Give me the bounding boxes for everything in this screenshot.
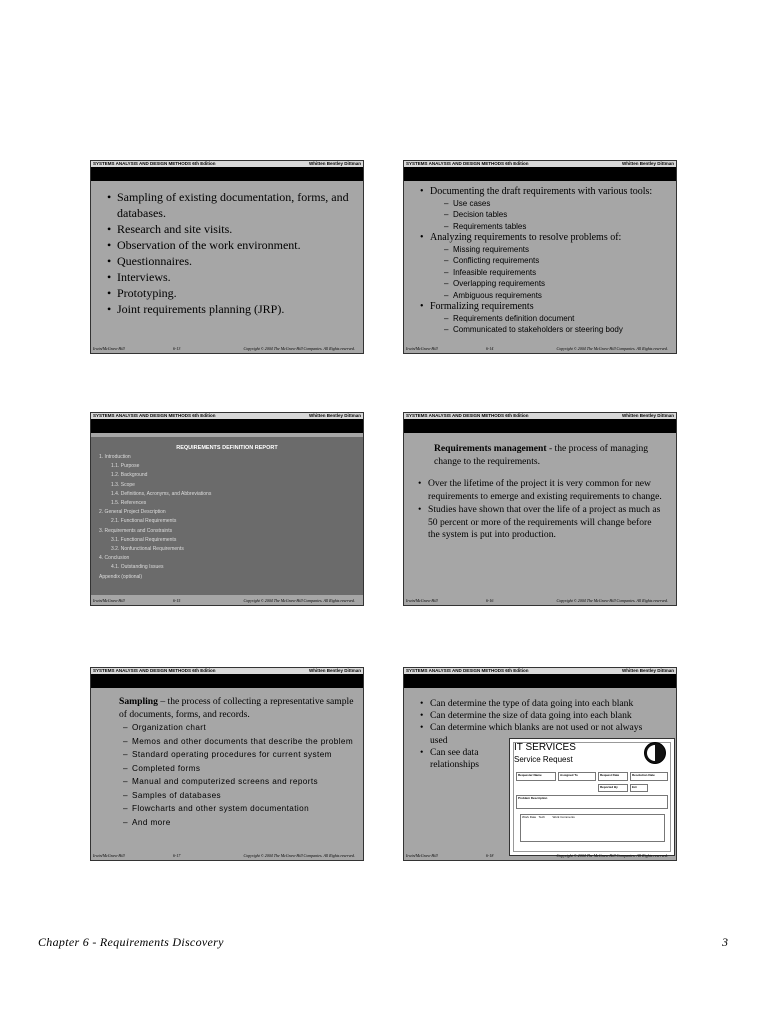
slide-6-13 (90, 160, 364, 354)
sub-item: – Memos and other documents that describe the problem (123, 735, 355, 749)
form-field (598, 784, 628, 792)
slide-body (420, 186, 670, 343)
slide-header-right: Whitten Bentley Dittman (308, 668, 361, 673)
bullet: • Observation of the work environment. (107, 237, 353, 253)
slide-title-band (404, 674, 676, 688)
definition-text: - the process of managing change to the requirements. (434, 443, 649, 467)
form-field (630, 772, 668, 781)
field-label: Request Date (600, 773, 620, 777)
footer-publisher: Irwin/McGraw-Hill (93, 598, 125, 603)
slide-header-right: Whitten Bentley Dittman (621, 161, 674, 166)
bullet (420, 186, 670, 232)
slide-header-left: SYSTEMS ANALYSIS AND DESIGN METHODS 6th Edition (406, 413, 529, 418)
outline-line: 4. Conclusion (99, 555, 130, 562)
sub-item: – Requirements tables (444, 221, 670, 233)
outline-line: 3.1. Functional Requirements (111, 536, 177, 543)
sub-item: – Use cases (444, 198, 670, 210)
field-label: Assigned To (560, 773, 578, 777)
bullet (420, 232, 670, 301)
sub-item: – Manual and computerized screens and reports (123, 775, 355, 789)
sub-item: – Ambiguous requirements (444, 290, 670, 302)
bullet: • Can determine the type of data going into each blank (420, 698, 670, 710)
slide-6-15 (90, 412, 364, 606)
definition (434, 443, 664, 468)
sub-item: – And more (123, 816, 355, 830)
slide-title-band (91, 674, 363, 688)
slide-header-right: Whitten Bentley Dittman (308, 413, 361, 418)
footer-publisher: Irwin/McGraw-Hill (406, 598, 438, 603)
report-outline (91, 437, 363, 595)
slide-6-18 (403, 667, 677, 861)
sub-item: – Overlapping requirements (444, 278, 670, 290)
sub-item: – Conflicting requirements (444, 255, 670, 267)
field-label: Requester Name (518, 773, 542, 777)
work-log-table (520, 814, 665, 842)
slide-header-right: Whitten Bentley Dittman (621, 668, 674, 673)
footer-publisher: Irwin/McGraw-Hill (406, 853, 438, 858)
report-title: REQUIREMENTS DEFINITION REPORT (176, 445, 278, 451)
slide-body (107, 189, 353, 343)
bullet (420, 301, 670, 336)
page-number: 3 (722, 935, 728, 949)
slide-number: 6-15 (173, 598, 181, 603)
outline-line: 4.1. Outstanding Issues (111, 564, 164, 571)
form-subtitle: Service Request (514, 755, 573, 764)
slide-number: 6-16 (486, 598, 494, 603)
sub-item: – Standard operating procedures for current system (123, 748, 355, 762)
slide-body (119, 696, 355, 850)
form-field (516, 772, 556, 781)
slide-6-17 (90, 667, 364, 861)
outline-line: 1.1. Purpose (111, 463, 140, 470)
footer-publisher: Irwin/McGraw-Hill (93, 346, 125, 351)
sub-item: – Requirements definition document (444, 313, 670, 325)
sub-item: – Samples of databases (123, 789, 355, 803)
slide-6-16 (403, 412, 677, 606)
slide-title-band (91, 167, 363, 181)
form-field (630, 784, 648, 792)
outline-line: Appendix (optional) (99, 573, 143, 580)
service-request-form-image (509, 738, 675, 856)
footer-copyright: Copyright © 2004 The McGraw-Hill Companies. All Rights reserved. (556, 346, 668, 351)
slide-header-left: SYSTEMS ANALYSIS AND DESIGN METHODS 6th Edition (406, 668, 529, 673)
slide-footer (404, 345, 676, 353)
slide-body (418, 443, 664, 595)
slide-title-band (404, 419, 676, 433)
term: Sampling (119, 696, 158, 707)
form-field (598, 772, 628, 781)
outline-line: 1.4. Definitions, Acronyms, and Abbreviations (111, 490, 212, 497)
field-label: Resolution Date (632, 773, 655, 777)
sub-item: – Organization chart (123, 721, 355, 735)
slide-title-band (404, 167, 676, 181)
bullet: • Interviews. (107, 269, 353, 285)
bullet: • Studies have shown that over the life of a project as much as 50 percent or more of the requirements will change before the system is put into production. (418, 504, 664, 542)
field-label: Reported By (600, 785, 618, 789)
bullet-text: Analyzing requirements to resolve problems of: (430, 232, 622, 243)
slide-number: 6-14 (486, 346, 494, 351)
footer-publisher: Irwin/McGraw-Hill (93, 853, 125, 858)
footer-copyright: Copyright © 2004 The McGraw-Hill Companies. All Rights reserved. (243, 853, 355, 858)
definition (119, 696, 355, 721)
form-field (558, 772, 596, 781)
slide-footer (91, 345, 363, 353)
bullet-text: Formalizing requirements (430, 301, 534, 312)
slide-6-14 (403, 160, 677, 354)
slide-header-right: Whitten Bentley Dittman (308, 161, 361, 166)
field-label: Ext (632, 785, 637, 789)
footer-copyright: Copyright © 2004 The McGraw-Hill Companies. All Rights reserved. (243, 598, 355, 603)
bullet: • Sampling of existing documentation, forms, and databases. (107, 189, 353, 221)
footer-publisher: Irwin/McGraw-Hill (406, 346, 438, 351)
field-label: Problem Description (518, 796, 548, 800)
slide-header-right: Whitten Bentley Dittman (621, 413, 674, 418)
outline-line: 2.1. Functional Requirements (111, 518, 177, 525)
outline-line: 1.5. References (111, 500, 147, 507)
outline-line: 1.3. Scope (111, 481, 135, 488)
bullet: • Joint requirements planning (JRP). (107, 301, 353, 317)
sub-item: – Missing requirements (444, 244, 670, 256)
sub-item: – Decision tables (444, 209, 670, 221)
sub-item: – Completed forms (123, 762, 355, 776)
column-header: Work Comments (552, 815, 575, 819)
slide-number: 6-18 (486, 853, 494, 858)
footer-copyright: Copyright © 2004 The McGraw-Hill Companies. All Rights reserved. (556, 598, 668, 603)
bullet: • Can determine the size of data going into each blank (420, 710, 670, 722)
slide-header-left: SYSTEMS ANALYSIS AND DESIGN METHODS 6th Edition (406, 161, 529, 166)
slide-footer (91, 852, 363, 860)
slide-header-left: SYSTEMS ANALYSIS AND DESIGN METHODS 6th Edition (93, 668, 216, 673)
bullet: • Research and site visits. (107, 221, 353, 237)
bullet: • Can see data relationships (420, 747, 500, 771)
bullet: • Over the lifetime of the project it is very common for new requirements to emerge and existing requirements to change. (418, 478, 664, 503)
slide-footer (404, 852, 676, 860)
bullet: • Prototyping. (107, 285, 353, 301)
outline-line: 3. Requirements and Constraints (99, 527, 173, 534)
bullet: • Questionnaires. (107, 253, 353, 269)
outline-line: 2. General Project Description (99, 509, 166, 516)
sub-item: – Communicated to stakeholders or steering body (444, 324, 670, 336)
column-header: Tech (538, 815, 545, 819)
column-header: Work Date (522, 815, 537, 819)
term: Requirements management (434, 443, 547, 454)
bullet-text: Can determine which blanks are not used or not always used (430, 722, 643, 746)
slide-footer (404, 597, 676, 605)
definition-text: – the process of collecting a representative sample of documents, forms, and records. (119, 696, 354, 720)
slide-title-band (91, 419, 363, 433)
slide-number: 6-17 (173, 853, 181, 858)
slide-header-left: SYSTEMS ANALYSIS AND DESIGN METHODS 6th Edition (93, 413, 216, 418)
slide-header-left: SYSTEMS ANALYSIS AND DESIGN METHODS 6th Edition (93, 161, 216, 166)
slide-number: 6-13 (173, 346, 181, 351)
chapter-footer: Chapter 6 - Requirements Discovery (38, 935, 224, 949)
footer-copyright: Copyright © 2004 The McGraw-Hill Companies. All Rights reserved. (243, 346, 355, 351)
sub-item: – Infeasible requirements (444, 267, 670, 279)
outline-line: 3.2. Nonfunctional Requirements (111, 546, 184, 553)
form-title: IT SERVICES (514, 742, 576, 753)
bullet-text: Documenting the draft requirements with various tools: (430, 186, 653, 197)
form-field (516, 795, 668, 809)
footer-copyright: Copyright © 2004 The McGraw-Hill Companies. All Rights reserved. (556, 853, 668, 858)
slide-footer (91, 597, 363, 605)
outline-line: 1.2. Background (111, 472, 148, 479)
company-logo-icon (644, 742, 666, 764)
outline-line: 1. Introduction (99, 454, 131, 460)
sub-item: – Flowcharts and other system documentation (123, 802, 355, 816)
